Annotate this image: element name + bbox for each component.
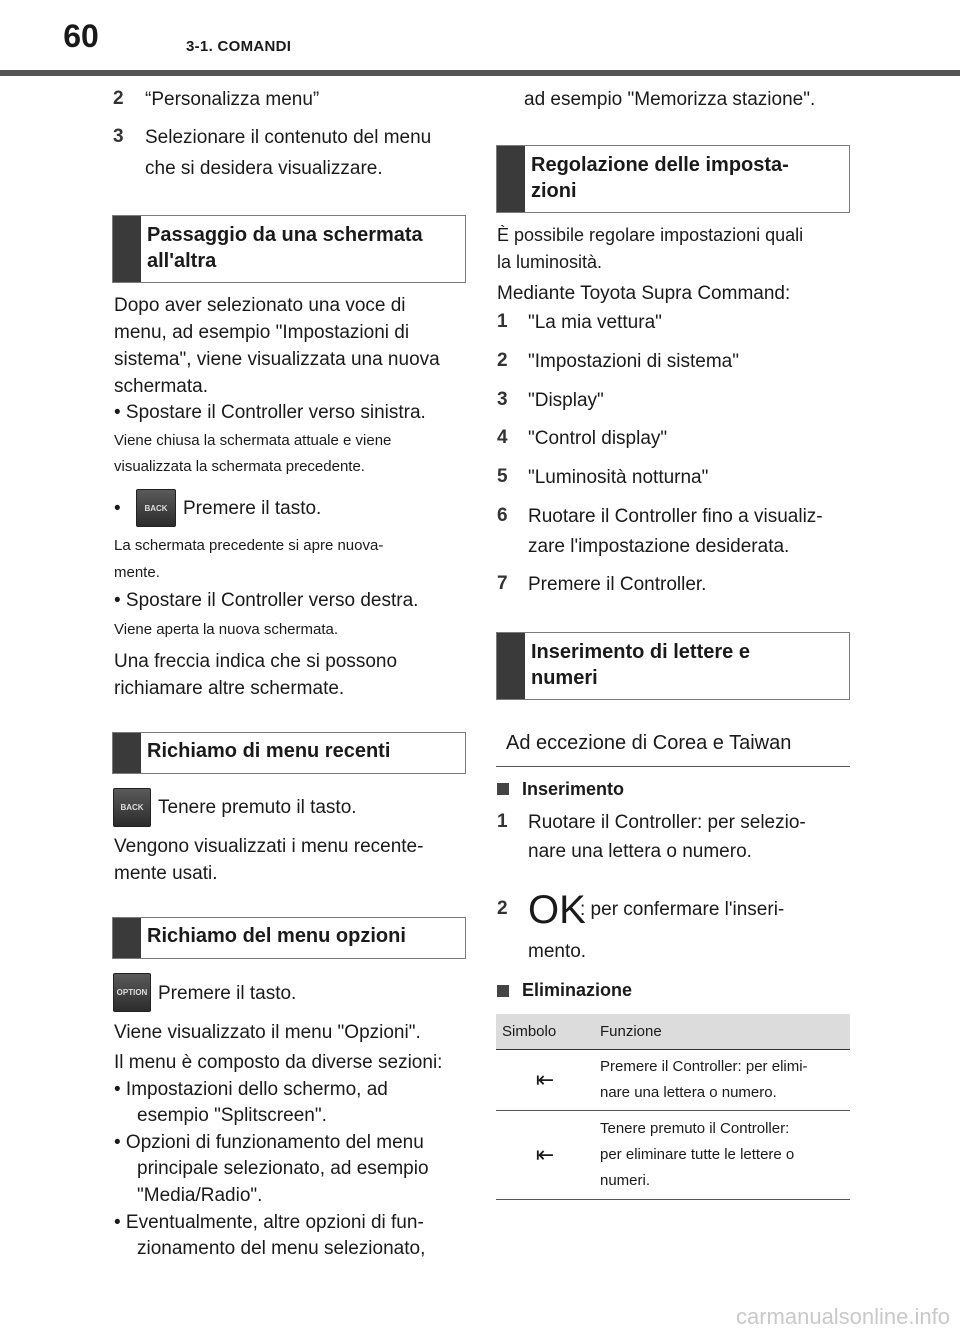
- page-number: 60: [38, 8, 124, 64]
- delete-symbol-icon: ⇤: [496, 1050, 594, 1111]
- step-number: 2: [497, 898, 508, 919]
- table-header-row: [496, 1014, 850, 1050]
- step-text: "La mia vettura": [528, 312, 662, 333]
- subsection-title: Inserimento: [522, 779, 625, 799]
- heading-box: [496, 632, 850, 700]
- bullet-item: • Spostare il Controller verso destra.: [114, 590, 419, 611]
- paragraph: richiamare altre schermate.: [114, 678, 345, 699]
- heading-bar: [113, 733, 141, 773]
- paragraph: Il menu è composto da diverse sezioni:: [114, 1052, 443, 1073]
- heading-bar: [497, 146, 525, 212]
- table-row: [496, 1050, 850, 1111]
- paragraph: Premere il tasto.: [158, 983, 297, 1004]
- list-item: • Opzioni di funzionamento del menu: [114, 1132, 424, 1153]
- table-header: Funzione: [594, 1014, 850, 1050]
- table-row: [496, 1111, 850, 1200]
- region-subheading-text: Ad eccezione di Corea e Taiwan: [506, 732, 792, 754]
- list-item: principale selezionato, ad esempio: [137, 1158, 429, 1179]
- heading-text: Inserimento di lettere e numeri: [531, 641, 750, 689]
- step-number: 2: [497, 350, 508, 371]
- heading-box: [496, 145, 850, 213]
- step-number: 3: [113, 126, 124, 147]
- step-text: "Luminosità notturna": [528, 467, 709, 488]
- table-cell: Tenere premuto il Controller: per eliminare tutte le lettere o numeri.: [594, 1111, 850, 1200]
- step-number: 1: [497, 811, 508, 832]
- step-number: 3: [497, 389, 508, 410]
- heading-text: Regolazione delle imposta- zioni: [531, 154, 789, 202]
- step-text: "Control display": [528, 428, 668, 449]
- step-number: 7: [497, 573, 508, 594]
- header-divider: [0, 70, 960, 76]
- paragraph: schermata.: [114, 376, 208, 397]
- paragraph: È possibile regolare impostazioni quali: [497, 225, 804, 245]
- region-subheading: [496, 716, 850, 767]
- paragraph: menu, ad esempio "Impostazioni di: [114, 322, 410, 343]
- symbol-table: [496, 1014, 850, 1200]
- heading-bar: [113, 918, 141, 958]
- step-text: che si desidera visualizzare.: [145, 158, 383, 179]
- step-text: "Impostazioni di sistema": [528, 351, 739, 372]
- step-number: 2: [113, 88, 124, 109]
- heading-box: [112, 732, 466, 774]
- delete-symbol-icon: ⇤: [496, 1111, 594, 1200]
- paragraph: Dopo aver selezionato una voce di: [114, 295, 406, 316]
- heading-text: Passaggio da una schermata all'altra: [147, 224, 423, 272]
- list-item: esempio "Splitscreen".: [137, 1105, 327, 1126]
- paragraph: sistema", viene visualizzata una nuova: [114, 349, 440, 370]
- note: mente.: [114, 564, 160, 581]
- step-number: 5: [497, 466, 508, 487]
- ok-key-icon: OK: [528, 888, 586, 932]
- square-bullet-icon: [497, 783, 509, 795]
- step-text: mento.: [528, 941, 587, 962]
- list-item: "Media/Radio".: [137, 1185, 263, 1206]
- bullet-item: Premere il tasto.: [183, 498, 322, 519]
- note: La schermata precedente si apre nuova-: [114, 537, 384, 554]
- heading-box: [112, 215, 466, 283]
- heading-text: Richiamo del menu opzioni: [147, 925, 406, 947]
- note: Viene aperta la nuova schermata.: [114, 621, 339, 638]
- note: Viene chiusa la schermata attuale e viene: [114, 432, 392, 449]
- paragraph: Una freccia indica che si possono: [114, 651, 398, 672]
- square-bullet-icon: [497, 985, 509, 997]
- step-text: Ruotare il Controller: per selezio-: [528, 812, 806, 833]
- bullet-item: • Spostare il Controller verso sinistra.: [114, 402, 426, 423]
- step-number: 4: [497, 427, 508, 448]
- paragraph: mente usati.: [114, 863, 218, 884]
- note: visualizzata la schermata precedente.: [114, 458, 365, 475]
- step-text: zare l'impostazione desiderata.: [528, 536, 790, 557]
- step-text: “Personalizza menu”: [145, 89, 320, 110]
- back-key-icon: BACK: [136, 489, 176, 527]
- paragraph: Tenere premuto il tasto.: [158, 797, 357, 818]
- list-item: • Impostazioni dello schermo, ad: [114, 1079, 388, 1100]
- list-item: • Eventualmente, altre opzioni di fun-: [114, 1212, 424, 1233]
- step-text: nare una lettera o numero.: [528, 841, 752, 862]
- back-key-icon: BACK: [113, 788, 151, 827]
- heading-box: [112, 917, 466, 959]
- list-item: zionamento del menu selezionato,: [137, 1238, 426, 1259]
- paragraph: ad esempio "Memorizza stazione".: [524, 89, 816, 110]
- step-text: Ruotare il Controller fino a visualiz-: [528, 506, 823, 527]
- table-header: Simbolo: [496, 1014, 594, 1050]
- bullet-dot: •: [114, 498, 121, 519]
- step-text: Selezionare il contenuto del menu: [145, 127, 432, 148]
- step-number: 6: [497, 505, 508, 526]
- table-cell: Premere il Controller: per elimi- nare una lettera o numero.: [594, 1050, 850, 1111]
- option-key-icon: OPTION: [113, 973, 151, 1012]
- step-text: "Display": [528, 390, 604, 411]
- paragraph: Viene visualizzato il menu "Opzioni".: [114, 1022, 421, 1043]
- watermark: carmanualsonline.info: [735, 1304, 950, 1329]
- section-title: 3-1. COMANDI: [186, 38, 292, 55]
- step-text: : per confermare l'inseri-: [580, 899, 785, 920]
- paragraph: Vengono visualizzati i menu recente-: [114, 836, 424, 857]
- heading-text: Richiamo di menu recenti: [147, 740, 391, 762]
- step-text: Premere il Controller.: [528, 574, 707, 595]
- paragraph: Mediante Toyota Supra Command:: [497, 283, 791, 304]
- heading-bar: [497, 633, 525, 699]
- step-number: 1: [497, 311, 508, 332]
- subsection-title: Eliminazione: [522, 980, 633, 1000]
- paragraph: la luminosità.: [497, 252, 603, 272]
- heading-bar: [113, 216, 141, 282]
